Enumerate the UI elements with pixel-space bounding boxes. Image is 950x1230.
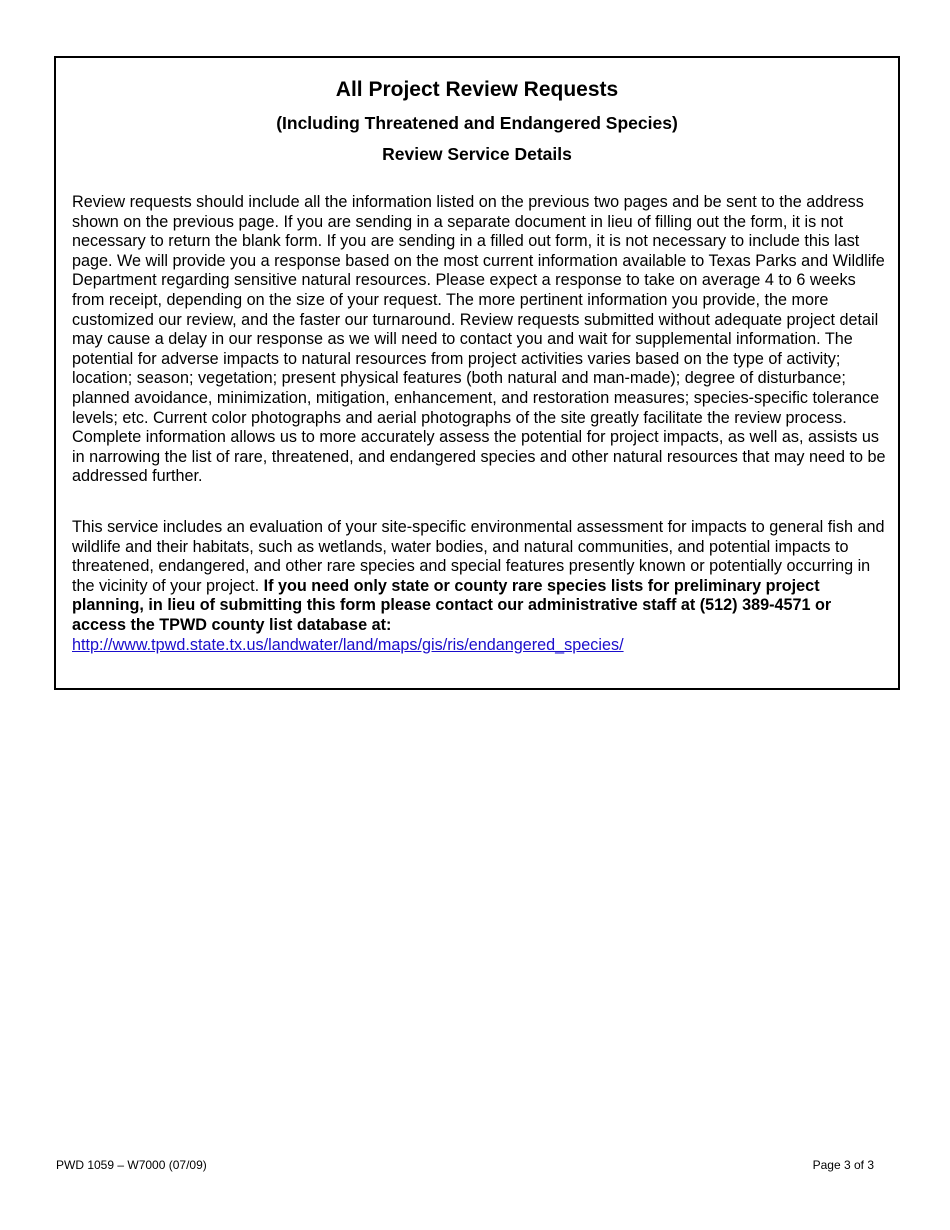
page-number: Page 3 of 3	[812, 1158, 874, 1172]
endangered-species-link[interactable]: http://www.tpwd.state.tx.us/landwater/land/maps/gis/ris/endangered_species/	[72, 635, 624, 654]
page-subtitle: (Including Threatened and Endangered Species)	[276, 113, 678, 133]
form-id: PWD 1059 – W7000 (07/09)	[56, 1158, 207, 1172]
service-paragraph-text: This service includes an evaluation of your site-specific environmental assessment for impacts to general fish and wildlife and their habitats, such as wetlands, water bodies, and natural communities, and potential impacts to threatened, endangered, and other rare species and special features presently known or potentially occurring in the vicinity of your project.	[72, 518, 885, 595]
review-requests-paragraph: Review requests should include all the information listed on the previous two pages and be sent to the address shown on the previous page. If you are sending in a separate document in lieu of filling out the form, it is not necessary to return the blank form. If you are sending in a filled out form, it is not necessary to include this last page. We will provide you a response based on the most current information available to Texas Parks and Wildlife Department regarding sensitive natural resources. Please expect a response to take on average 4 to 6 weeks from receipt, depending on the size of your request. The more pertinent information you provide, the more customized our review, and the faster our turnaround. Review requests submitted without adequate project detail may cause a delay in our response as we will need to contact you and wait for supplemental information. The potential for adverse impacts to natural resources from project activities varies based on the type of activity; location; season; vegetation; present physical features (both natural and man-made); degree of disturbance; planned avoidance, minimization, mitigation, enhancement, and restoration measures; species-specific tolerance levels; etc. Current color photographs and aerial photographs of the site greatly facilitate the review process. Complete information allows us to more accurately assess the potential for project impacts, as well as, assists us in narrowing the list of rare, threatened, and endangered species and other natural resources that may need to be addressed further.	[72, 193, 886, 486]
page-title: All Project Review Requests	[335, 78, 619, 101]
service-paragraph	[72, 518, 888, 655]
section-heading: Review Service Details	[382, 144, 572, 164]
content-box	[54, 56, 900, 690]
service-paragraph-bold-text: If you need only state or county rare species lists for preliminary project planning, in lieu of submitting this form please contact our administrative staff at (512) 389-4571 or access the TPWD county list database at:	[72, 576, 832, 634]
